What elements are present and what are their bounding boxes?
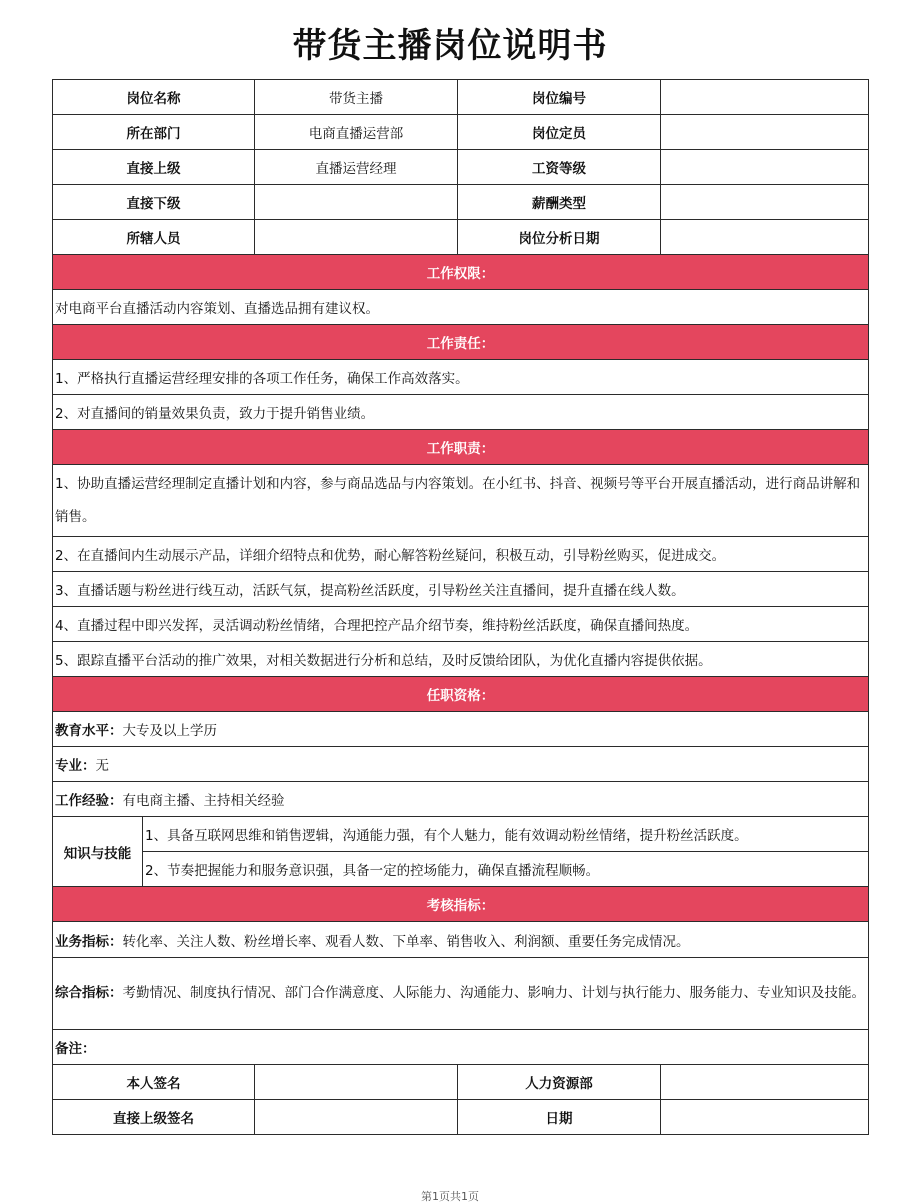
label-staff: 所辖人员 xyxy=(53,220,255,255)
value-staff[interactable] xyxy=(255,220,458,255)
label-analysis-date: 岗位分析日期 xyxy=(458,220,661,255)
duty-item-1: 1、协助直播运营经理制定直播计划和内容，参与商品选品与内容策划。在小红书、抖音、视频号等平台开展直播活动，进行商品讲解和销售。 xyxy=(53,465,869,537)
skill-item-1: 1、具备互联网思维和销售逻辑，沟通能力强，有个人魅力，能有效调动粉丝情绪，提升粉丝活跃度。 xyxy=(143,817,869,852)
major-label: 专业： xyxy=(55,758,96,774)
page-footer: 第1页共1页 xyxy=(421,1190,479,1203)
label-direct-subordinate: 直接下级 xyxy=(53,185,255,220)
section-header-duties: 工作职责： xyxy=(53,430,869,465)
authority-item: 对电商平台直播活动内容策划、直播选品拥有建议权。 xyxy=(53,290,869,325)
experience-label: 工作经验： xyxy=(55,793,123,809)
value-salary-grade[interactable] xyxy=(661,150,869,185)
info-row-supervisor xyxy=(53,150,869,185)
duty-item-2: 2、在直播间内生动展示产品，详细介绍特点和优势，耐心解答粉丝疑问，积极互动，引导粉丝购买，促进成交。 xyxy=(53,537,869,572)
responsibility-item-1: 1、严格执行直播运营经理安排的各项工作任务，确保工作高效落实。 xyxy=(53,360,869,395)
job-description-table xyxy=(52,79,869,1135)
general-kpi-value: 考勤情况、制度执行情况、部门合作满意度、人际能力、沟通能力、影响力、计划与执行能力、服务能力、专业知识及技能。 xyxy=(122,985,865,1001)
section-header-kpi: 考核指标： xyxy=(53,887,869,922)
value-direct-supervisor[interactable]: 直播运营经理 xyxy=(255,150,458,185)
label-direct-supervisor: 直接上级 xyxy=(53,150,255,185)
experience-row xyxy=(53,782,869,817)
skills-label: 知识与技能 xyxy=(53,817,143,887)
major-row xyxy=(53,747,869,782)
business-kpi-value: 转化率、关注人数、粉丝增长率、观看人数、下单率、销售收入、利润额、重要任务完成情况。 xyxy=(122,933,690,950)
signature-row-2 xyxy=(53,1100,869,1135)
info-row-subordinate xyxy=(53,185,869,220)
education-row xyxy=(53,712,869,747)
major-value: 无 xyxy=(95,758,109,774)
experience-value: 有电商主播、主持相关经验 xyxy=(122,793,285,809)
value-position-name[interactable]: 带货主播 xyxy=(255,80,458,115)
info-row-department xyxy=(53,115,869,150)
responsibility-item-2: 2、对直播间的销量效果负责，致力于提升销售业绩。 xyxy=(53,395,869,430)
education-label: 教育水平： xyxy=(55,723,123,739)
label-department: 所在部门 xyxy=(53,115,255,150)
value-pay-type[interactable] xyxy=(661,185,869,220)
value-analysis-date[interactable] xyxy=(661,220,869,255)
value-direct-subordinate[interactable] xyxy=(255,185,458,220)
duty-item-5: 5、跟踪直播平台活动的推广效果，对相关数据进行分析和总结，及时反馈给团队，为优化直播内容提供依据。 xyxy=(53,642,869,677)
label-salary-grade: 工资等级 xyxy=(458,150,661,185)
education-value: 大专及以上学历 xyxy=(122,723,217,739)
info-row-staff xyxy=(53,220,869,255)
info-row-position-name xyxy=(53,80,869,115)
signature-row-1 xyxy=(53,1065,869,1100)
label-date: 日期 xyxy=(458,1100,661,1135)
label-hr-department: 人力资源部 xyxy=(458,1065,661,1100)
label-pay-type: 薪酬类型 xyxy=(458,185,661,220)
document-title: 带货主播岗位说明书 xyxy=(292,26,608,66)
label-position-code: 岗位编号 xyxy=(458,80,661,115)
general-kpi-label: 综合指标： xyxy=(55,985,123,1001)
label-self-signature: 本人签名 xyxy=(53,1065,255,1100)
business-kpi-label: 业务指标： xyxy=(55,933,123,950)
duty-item-4: 4、直播过程中即兴发挥，灵活调动粉丝情绪，合理把控产品介绍节奏，维持粉丝活跃度，确保直播间热度。 xyxy=(53,607,869,642)
value-self-signature[interactable] xyxy=(255,1065,458,1100)
remarks-row xyxy=(53,1030,869,1065)
label-position-name: 岗位名称 xyxy=(53,80,255,115)
label-supervisor-signature: 直接上级签名 xyxy=(53,1100,255,1135)
business-kpi-row xyxy=(53,922,869,958)
duty-item-3: 3、直播话题与粉丝进行线互动，活跃气氛，提高粉丝活跃度，引导粉丝关注直播间，提升直播在线人数。 xyxy=(53,572,869,607)
general-kpi-row xyxy=(53,958,869,1030)
remarks-label: 备注： xyxy=(55,1041,96,1057)
section-header-responsibility: 工作责任： xyxy=(53,325,869,360)
value-department[interactable]: 电商直播运营部 xyxy=(255,115,458,150)
value-date[interactable] xyxy=(661,1100,869,1135)
skill-item-2: 2、节奏把握能力和服务意识强，具备一定的控场能力，确保直播流程顺畅。 xyxy=(143,852,869,887)
value-supervisor-signature[interactable] xyxy=(255,1100,458,1135)
section-header-authority: 工作权限： xyxy=(53,255,869,290)
section-header-qualifications: 任职资格： xyxy=(53,677,869,712)
value-hr-department[interactable] xyxy=(661,1065,869,1100)
label-headcount: 岗位定员 xyxy=(458,115,661,150)
value-headcount[interactable] xyxy=(661,115,869,150)
value-position-code[interactable] xyxy=(661,80,869,115)
